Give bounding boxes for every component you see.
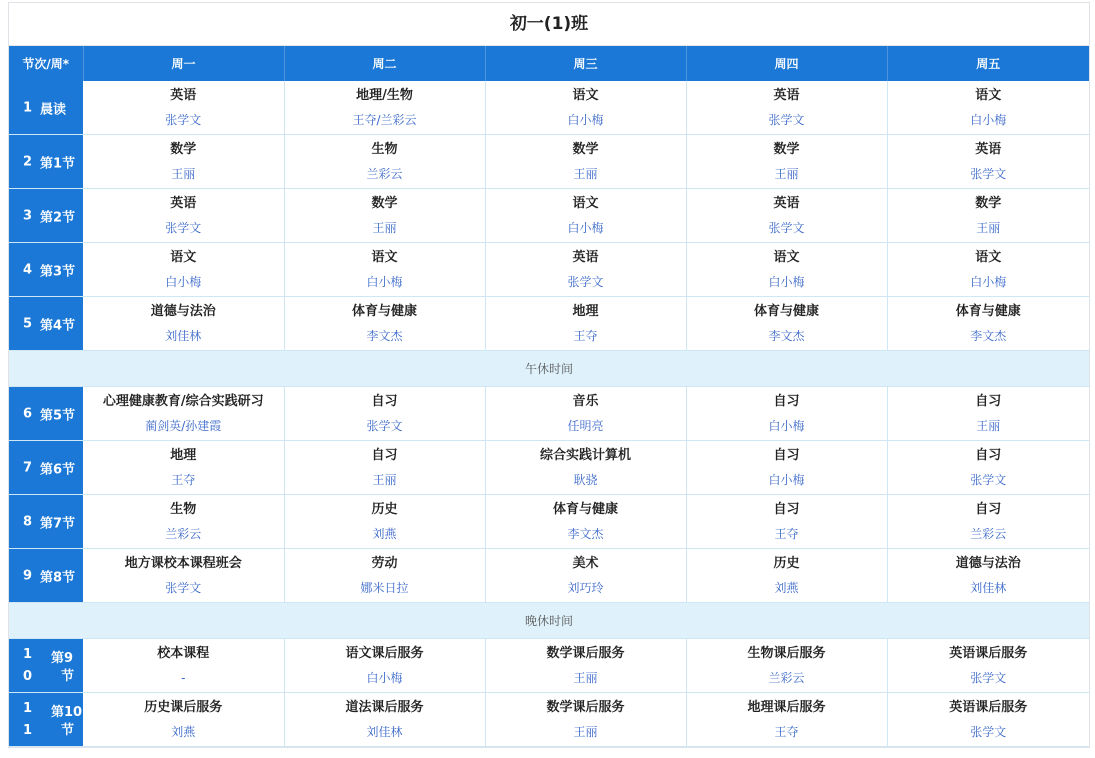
teacher-name: 娜米日拉	[360, 580, 409, 595]
subject-name: 英语	[572, 249, 599, 265]
teacher-name: 刘燕	[372, 526, 397, 541]
lesson-cell	[83, 81, 284, 135]
break-row	[9, 603, 1089, 639]
lesson-cell	[284, 693, 485, 747]
subject-name: 数学	[975, 195, 1002, 211]
teacher-name: 张学文	[165, 112, 202, 127]
subject-name: 生物课后服务	[747, 645, 826, 661]
subject-name: 地方课校本课程班会	[124, 555, 242, 571]
subject-name: 英语	[170, 87, 197, 103]
teacher-name: 王丽	[976, 418, 1001, 433]
lesson-cell	[284, 297, 485, 351]
lesson-cell	[686, 135, 887, 189]
period-name: 第3节	[40, 264, 76, 279]
subject-name: 语文	[170, 249, 197, 265]
period-name: 第8节	[40, 570, 76, 585]
subject-name: 体育与健康	[552, 501, 618, 517]
lesson-row	[9, 387, 1089, 441]
subject-name: 语文	[572, 195, 599, 211]
period-number-line1: 1	[23, 701, 33, 716]
subject-name: 自习	[975, 447, 1002, 463]
lesson-row	[9, 549, 1089, 603]
period-number: 8	[23, 514, 33, 529]
teacher-name: -	[181, 670, 186, 685]
lesson-cell	[485, 639, 686, 693]
break-label: 晚休时间	[9, 603, 1089, 639]
lesson-cell	[83, 243, 284, 297]
lesson-cell	[686, 297, 887, 351]
teacher-name: 刘燕	[774, 580, 799, 595]
subject-name: 地理	[572, 303, 599, 319]
teacher-name: 王丽	[372, 220, 397, 235]
lesson-cell	[686, 495, 887, 549]
header-friday: 周五	[887, 46, 1089, 81]
teacher-name: 李文杰	[567, 526, 604, 541]
subject-name: 道法课后服务	[345, 699, 424, 715]
teacher-name: 刘佳林	[366, 724, 403, 739]
teacher-name: 张学文	[970, 724, 1007, 739]
subject-name: 体育与健康	[351, 303, 417, 319]
lesson-cell	[887, 189, 1089, 243]
subject-name: 数学	[773, 141, 800, 157]
lesson-cell	[284, 441, 485, 495]
lesson-cell	[887, 639, 1089, 693]
subject-name: 生物	[371, 141, 398, 157]
subject-name: 英语	[170, 195, 197, 211]
lesson-cell	[686, 441, 887, 495]
subject-name: 地理/生物	[356, 87, 413, 103]
teacher-name: 张学文	[768, 112, 805, 127]
subject-name: 综合实践计算机	[539, 447, 631, 463]
subject-name: 劳动	[371, 555, 398, 571]
teacher-name: 王夺/兰彩云	[352, 112, 417, 127]
teacher-name: 王夺	[774, 526, 799, 541]
teacher-name: 王夺	[774, 724, 799, 739]
subject-name: 数学	[371, 195, 398, 211]
subject-name: 数学	[170, 141, 197, 157]
teacher-name: 刘佳林	[970, 580, 1007, 595]
timetable-title: 初一(1)班	[9, 3, 1089, 46]
teacher-name: 白小梅	[165, 274, 202, 289]
period-name-line1: 第9	[51, 651, 74, 666]
period-number: 3	[23, 208, 33, 223]
subject-name: 英语	[975, 141, 1002, 157]
teacher-name: 王丽	[573, 724, 598, 739]
timetable-table	[9, 46, 1089, 747]
lesson-row	[9, 495, 1089, 549]
teacher-name: 王丽	[573, 166, 598, 181]
period-number: 9	[23, 568, 33, 583]
lesson-cell	[686, 243, 887, 297]
lesson-cell	[83, 297, 284, 351]
subject-name: 音乐	[572, 393, 599, 409]
period-name: 第1节	[40, 156, 76, 171]
subject-name: 数学课后服务	[546, 699, 625, 715]
period-number: 5	[23, 316, 33, 331]
lesson-cell	[686, 387, 887, 441]
teacher-name: 任明亮	[567, 418, 604, 433]
lesson-cell	[83, 387, 284, 441]
teacher-name: 兰彩云	[366, 166, 403, 181]
period-name: 晨读	[40, 102, 67, 117]
lesson-cell	[887, 549, 1089, 603]
lesson-cell	[686, 189, 887, 243]
subject-name: 数学课后服务	[546, 645, 625, 661]
period-number: 7	[23, 460, 33, 475]
lesson-row	[9, 693, 1089, 747]
period-number-line2: 0	[23, 669, 33, 684]
subject-name: 英语课后服务	[949, 699, 1028, 715]
lesson-cell	[485, 243, 686, 297]
subject-name: 自习	[975, 501, 1002, 517]
teacher-name: 王丽	[976, 220, 1001, 235]
subject-name: 地理课后服务	[747, 699, 826, 715]
period-name: 第6节	[40, 462, 76, 477]
teacher-name: 李文杰	[768, 328, 805, 343]
teacher-name: 白小梅	[768, 274, 805, 289]
subject-name: 语文	[975, 249, 1002, 265]
period-name-line1: 第10	[51, 705, 83, 720]
subject-name: 语文课后服务	[345, 645, 424, 661]
subject-name: 自习	[371, 447, 398, 463]
period-label	[9, 693, 83, 747]
teacher-name: 张学文	[165, 220, 202, 235]
lesson-cell	[83, 495, 284, 549]
period-number: 1	[23, 100, 33, 115]
teacher-name: 张学文	[366, 418, 403, 433]
period-number: 2	[23, 154, 33, 169]
subject-name: 语文	[975, 87, 1002, 103]
subject-name: 自习	[773, 393, 800, 409]
subject-name: 自习	[975, 393, 1002, 409]
period-label	[9, 495, 83, 549]
lesson-cell	[485, 135, 686, 189]
subject-name: 校本课程	[157, 645, 210, 661]
teacher-name: 白小梅	[970, 112, 1007, 127]
break-label: 午休时间	[9, 351, 1089, 387]
header-period: 节次/周*	[9, 46, 83, 81]
period-label	[9, 639, 83, 693]
period-label	[9, 297, 83, 351]
lesson-cell	[485, 189, 686, 243]
header-wednesday: 周三	[485, 46, 686, 81]
period-label	[9, 549, 83, 603]
teacher-name: 张学文	[165, 580, 202, 595]
teacher-name: 白小梅	[768, 472, 805, 487]
lesson-cell	[887, 495, 1089, 549]
lesson-row	[9, 243, 1089, 297]
timetable-body	[9, 81, 1089, 747]
lesson-cell	[284, 81, 485, 135]
period-label	[9, 189, 83, 243]
teacher-name: 张学文	[970, 670, 1007, 685]
teacher-name: 兰彩云	[768, 670, 805, 685]
subject-name: 历史	[371, 501, 398, 517]
teacher-name: 王丽	[573, 670, 598, 685]
subject-name: 英语	[773, 195, 800, 211]
lesson-cell	[485, 549, 686, 603]
subject-name: 自习	[773, 501, 800, 517]
period-name: 第7节	[40, 516, 76, 531]
subject-name: 体育与健康	[753, 303, 819, 319]
period-label	[9, 441, 83, 495]
teacher-name: 王丽	[372, 472, 397, 487]
lesson-row	[9, 81, 1089, 135]
teacher-name: 张学文	[970, 166, 1007, 181]
teacher-name: 白小梅	[366, 274, 403, 289]
teacher-name: 刘燕	[171, 724, 196, 739]
subject-name: 自习	[371, 393, 398, 409]
teacher-name: 刘佳林	[165, 328, 202, 343]
lesson-cell	[83, 549, 284, 603]
subject-name: 英语	[773, 87, 800, 103]
teacher-name: 蔺剑英/孙建霞	[145, 418, 222, 433]
lesson-cell	[887, 693, 1089, 747]
period-name-line2: 节	[61, 669, 75, 684]
header-row	[9, 46, 1089, 81]
teacher-name: 王夺	[573, 328, 598, 343]
lesson-cell	[83, 693, 284, 747]
lesson-cell	[485, 441, 686, 495]
subject-name: 道德与法治	[150, 303, 216, 319]
subject-name: 语文	[572, 87, 599, 103]
header-monday: 周一	[83, 46, 284, 81]
subject-name: 自习	[773, 447, 800, 463]
lesson-cell	[83, 639, 284, 693]
teacher-name: 王丽	[171, 166, 196, 181]
lesson-cell	[83, 441, 284, 495]
break-row	[9, 351, 1089, 387]
lesson-row	[9, 441, 1089, 495]
teacher-name: 王丽	[774, 166, 799, 181]
subject-name: 历史课后服务	[144, 699, 223, 715]
header-thursday: 周四	[686, 46, 887, 81]
teacher-name: 白小梅	[970, 274, 1007, 289]
period-label	[9, 81, 83, 135]
period-label	[9, 243, 83, 297]
subject-name: 数学	[572, 141, 599, 157]
period-number-line2: 1	[23, 723, 33, 738]
teacher-name: 白小梅	[567, 220, 604, 235]
subject-name: 地理	[170, 447, 197, 463]
lesson-cell	[887, 297, 1089, 351]
subject-name: 体育与健康	[955, 303, 1021, 319]
lesson-cell	[284, 495, 485, 549]
timetable-panel	[8, 2, 1090, 748]
period-name: 第5节	[40, 408, 76, 423]
period-name-line2: 节	[61, 723, 75, 738]
lesson-row	[9, 189, 1089, 243]
lesson-cell	[485, 495, 686, 549]
subject-name: 英语课后服务	[949, 645, 1028, 661]
subject-name: 生物	[170, 501, 197, 517]
teacher-name: 白小梅	[567, 112, 604, 127]
lesson-cell	[485, 693, 686, 747]
lesson-cell	[887, 135, 1089, 189]
teacher-name: 王夺	[171, 472, 196, 487]
teacher-name: 李文杰	[970, 328, 1007, 343]
period-name: 第4节	[40, 318, 76, 333]
teacher-name: 兰彩云	[165, 526, 202, 541]
lesson-cell	[284, 549, 485, 603]
period-label	[9, 135, 83, 189]
lesson-cell	[686, 639, 887, 693]
lesson-cell	[485, 387, 686, 441]
period-number-line1: 1	[23, 647, 33, 662]
lesson-row	[9, 297, 1089, 351]
teacher-name: 兰彩云	[970, 526, 1007, 541]
lesson-cell	[284, 243, 485, 297]
lesson-cell	[284, 387, 485, 441]
subject-name: 美术	[572, 555, 599, 571]
header-tuesday: 周二	[284, 46, 485, 81]
lesson-row	[9, 639, 1089, 693]
subject-name: 语文	[371, 249, 398, 265]
period-label	[9, 387, 83, 441]
period-name: 第2节	[40, 210, 76, 225]
teacher-name: 刘巧玲	[567, 580, 604, 595]
lesson-cell	[686, 81, 887, 135]
lesson-cell	[485, 81, 686, 135]
lesson-cell	[686, 693, 887, 747]
subject-name: 道德与法治	[955, 555, 1021, 571]
teacher-name: 张学文	[567, 274, 604, 289]
teacher-name: 白小梅	[366, 670, 403, 685]
teacher-name: 李文杰	[366, 328, 403, 343]
lesson-cell	[485, 297, 686, 351]
subject-name: 历史	[773, 555, 800, 571]
lesson-cell	[284, 135, 485, 189]
lesson-cell	[686, 549, 887, 603]
period-number: 4	[23, 262, 33, 277]
lesson-cell	[83, 135, 284, 189]
lesson-cell	[284, 189, 485, 243]
lesson-row	[9, 135, 1089, 189]
teacher-name: 白小梅	[768, 418, 805, 433]
subject-name: 语文	[773, 249, 800, 265]
teacher-name: 耿骁	[573, 472, 598, 487]
teacher-name: 张学文	[970, 472, 1007, 487]
lesson-cell	[284, 639, 485, 693]
lesson-cell	[887, 387, 1089, 441]
period-number: 6	[23, 406, 33, 421]
lesson-cell	[887, 81, 1089, 135]
lesson-cell	[83, 189, 284, 243]
lesson-cell	[887, 243, 1089, 297]
lesson-cell	[887, 441, 1089, 495]
teacher-name: 张学文	[768, 220, 805, 235]
subject-name: 心理健康教育/综合实践研习	[102, 393, 264, 409]
